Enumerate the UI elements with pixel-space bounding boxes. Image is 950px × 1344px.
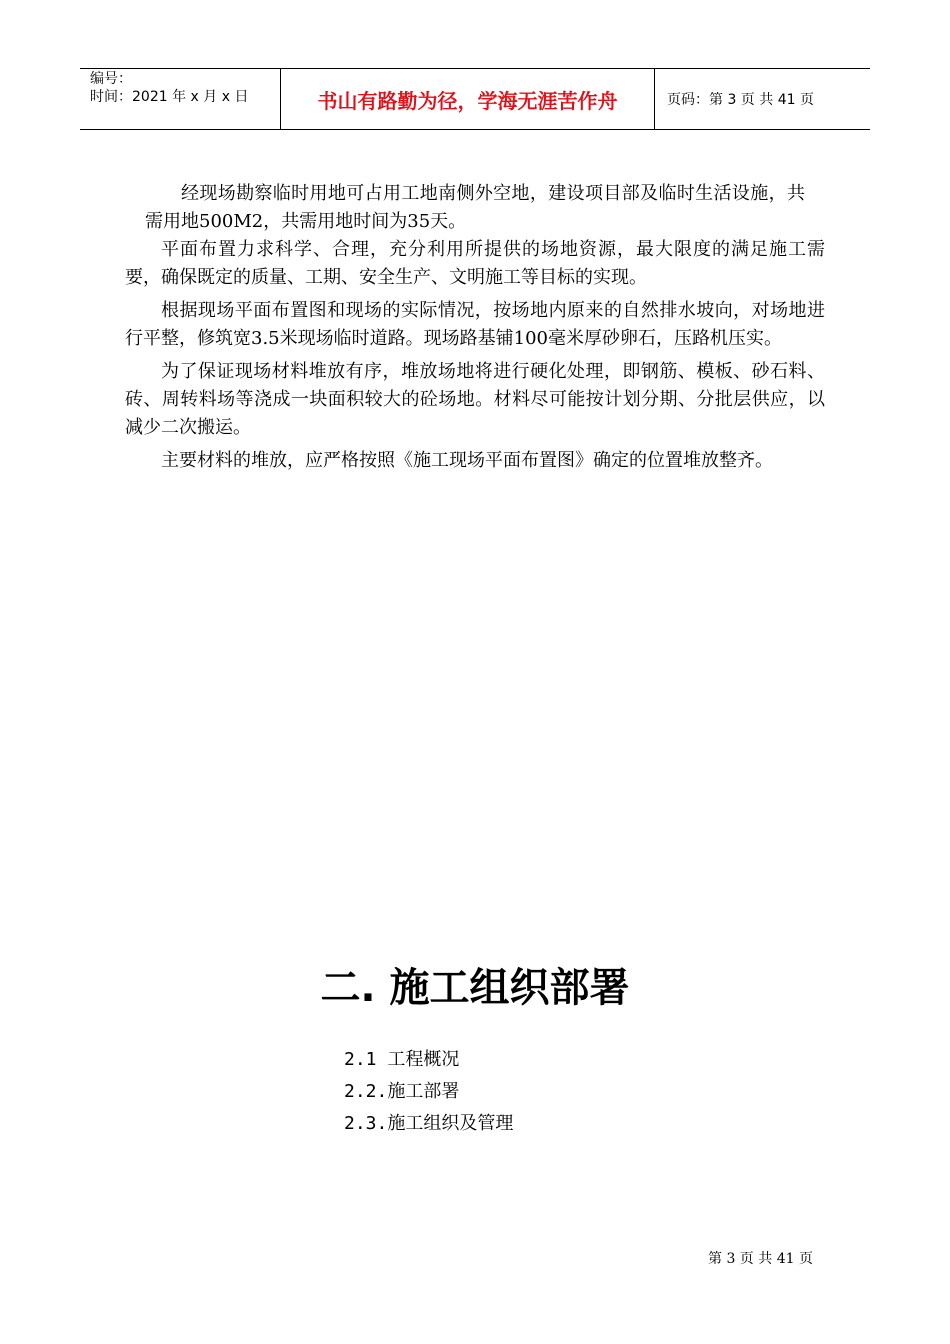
header-meta-cell <box>80 69 281 129</box>
header-motto: 书山有路勤为径，学海无涯苦作舟 <box>317 88 618 113</box>
paragraph: 经现场勘察临时用地可占用工地南侧外空地，建设项目部及临时生活设施，共需用地500M2，共需用地时间为35天。 <box>145 183 805 232</box>
paragraph: 为了保证现场材料堆放有序，堆放场地将进行硬化处理，即钢筋、模板、砂石料、砖、周转料场等浇成一块面积较大的砼场地。材料尽可能按计划分期、分批层供应，以减少二次搬运。 <box>125 361 825 438</box>
header-motto-cell <box>281 69 655 129</box>
paragraph: 主要材料的堆放，应严格按照《施工现场平面布置图》确定的位置堆放整齐。 <box>161 450 773 471</box>
paragraph: 根据现场平面布置图和现场的实际情况，按场地内原来的自然排水坡向，对场地进行平整，修筑宽3.5米现场临时道路。现场路基铺100毫米厚砂卵石，压路机压实。 <box>125 300 825 349</box>
paragraph: 平面布置力求科学、合理，充分利用所提供的场地资源，最大限度的满足施工需要，确保既定的质量、工期、安全生产、文明施工等目标的实现。 <box>125 239 825 288</box>
section-toc <box>344 1044 513 1140</box>
header-page-info: 页码：第 3 页 共 41 页 <box>667 92 814 108</box>
toc-item: 2.1 工程概况 <box>344 1049 460 1070</box>
toc-item: 2.2.施工部署 <box>344 1081 460 1102</box>
section-heading: 二. 施工组织部署 <box>320 965 630 1011</box>
body-text <box>125 180 825 480</box>
page-footer: 第 3 页 共 41 页 <box>708 1251 813 1267</box>
toc-item: 2.3.施工组织及管理 <box>344 1113 514 1134</box>
document-date-label: 时间：2021 年 x 月 x 日 <box>90 89 249 105</box>
page-header <box>80 68 870 130</box>
header-page-cell <box>655 69 870 129</box>
document-number-label: 编号： <box>90 71 132 87</box>
